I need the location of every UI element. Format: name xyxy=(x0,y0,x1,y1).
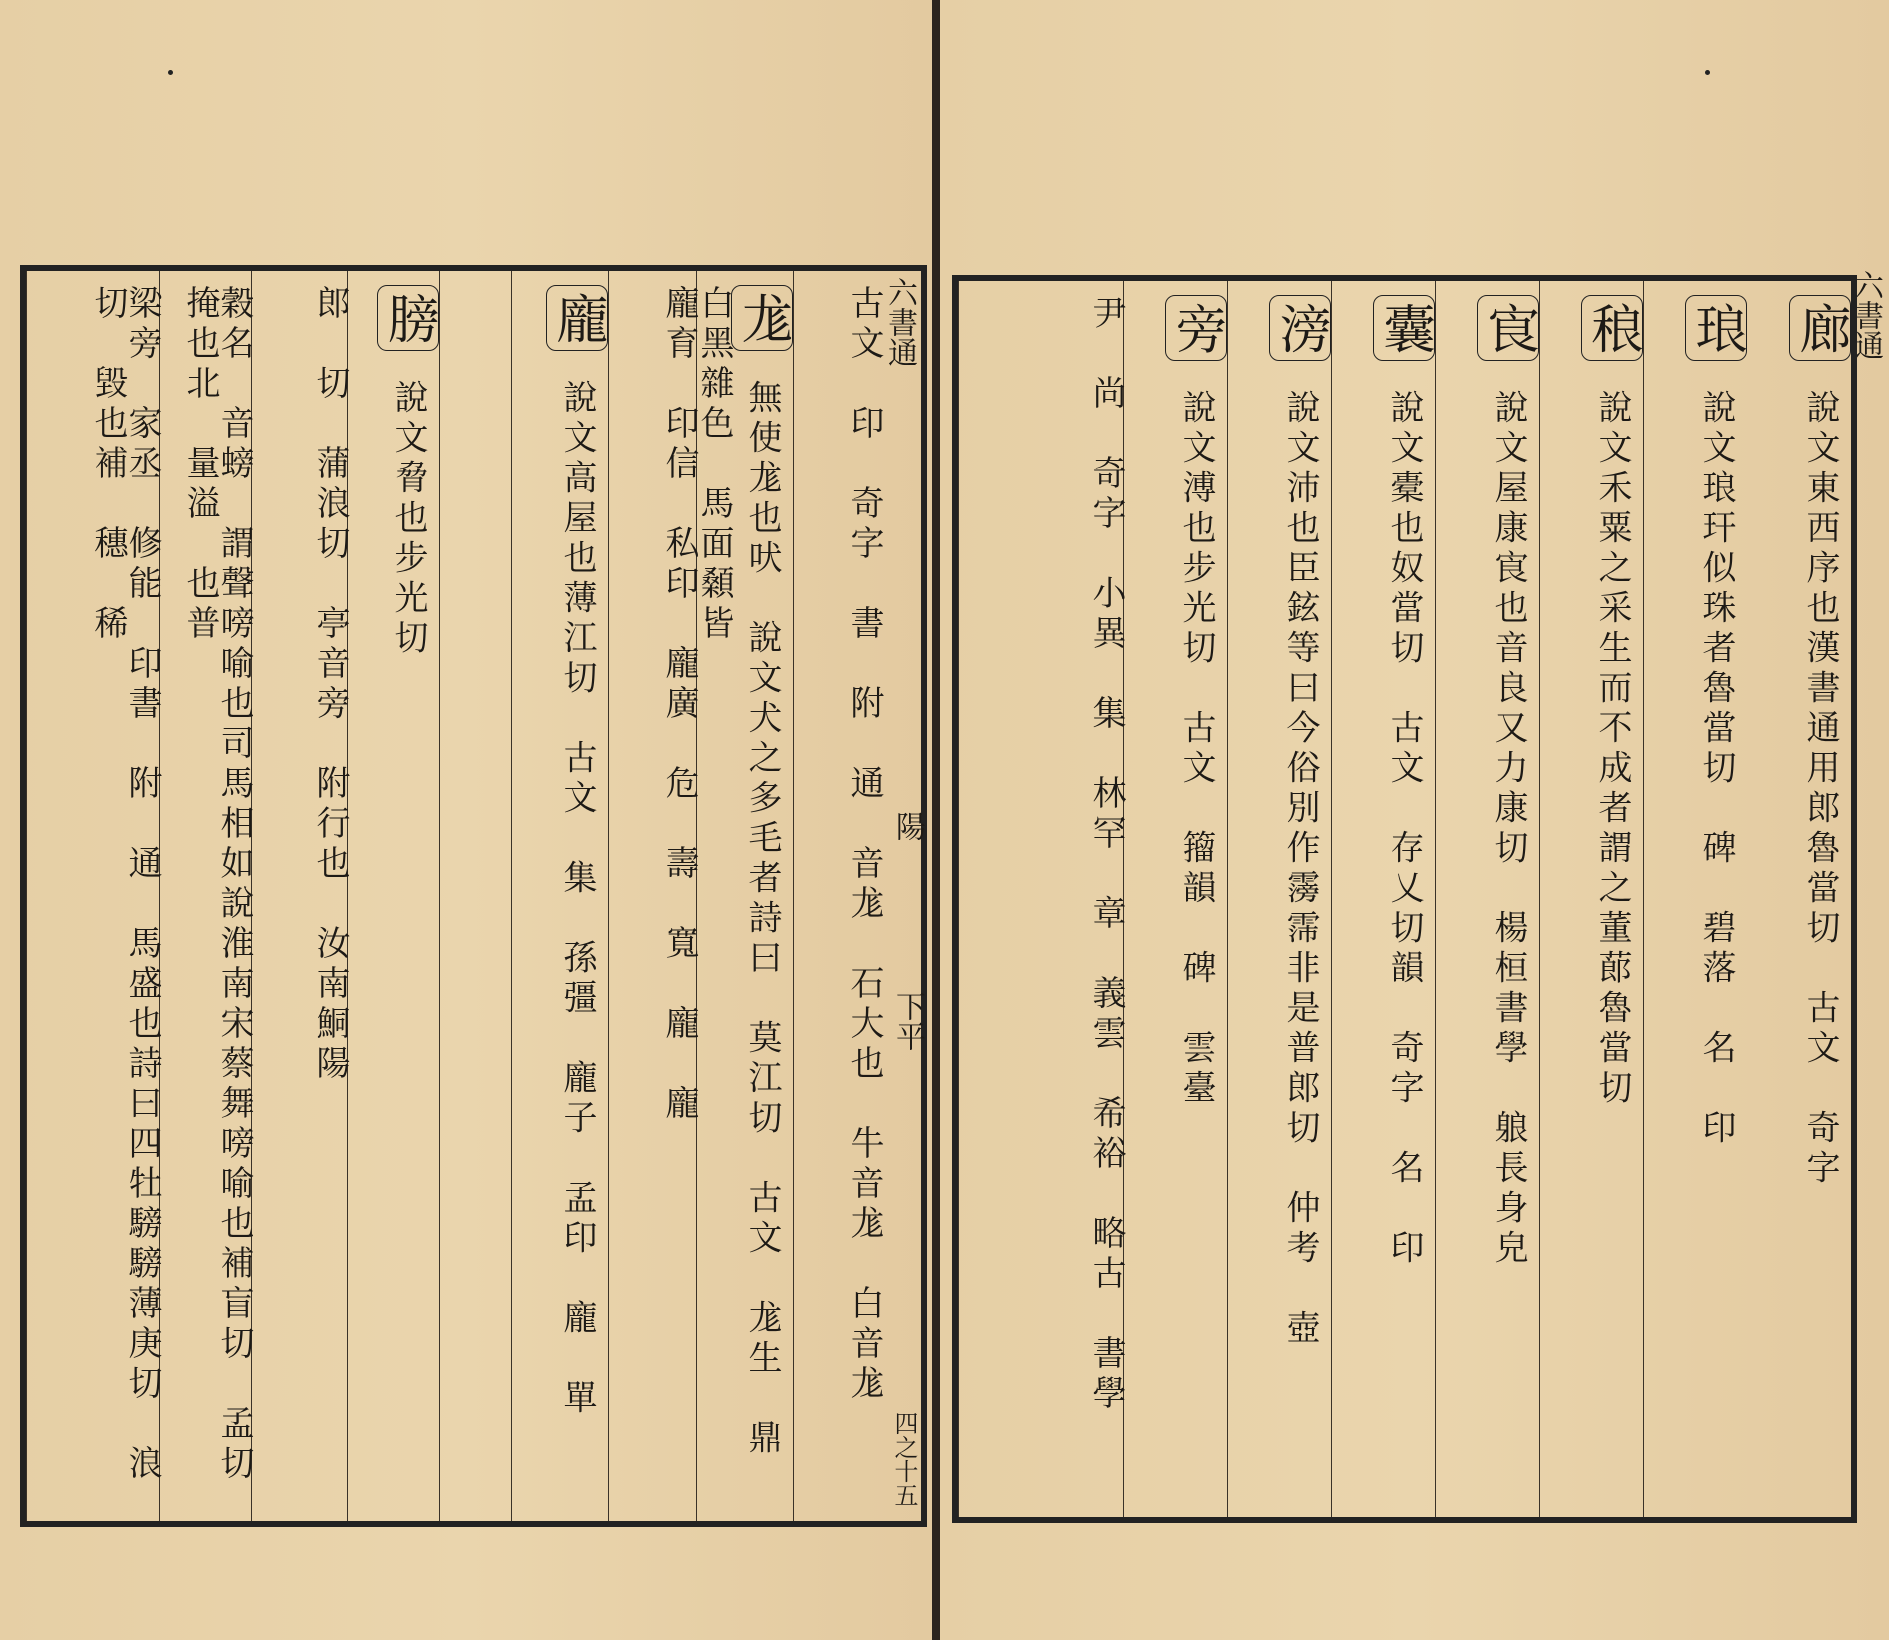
column-text: 說文溥也步光切 古文 籀韻 碑 雲臺 xyxy=(1176,389,1216,1110)
text-column xyxy=(159,271,254,1525)
fold-column xyxy=(881,271,925,1521)
column-text: 龐育 印信 私印 龐廣 危 壽 寬 龐 龐 xyxy=(659,285,699,1125)
left-page xyxy=(0,0,935,1640)
headword: 琅 xyxy=(1685,295,1747,361)
left-page-frame xyxy=(20,265,927,1527)
column-text: 古文 印 奇字 書 附 通 音尨 石大也 牛音尨 白音尨 xyxy=(844,285,884,1405)
text-column xyxy=(1539,281,1643,1517)
text-column xyxy=(1747,281,1851,1517)
column-text: 穀名 音螃 謂聲嗙喻也司馬相如說淮南宋蔡舞嗙喻也補盲切 孟切 掩也北 量溢 也普 xyxy=(180,285,254,1525)
column-text: 郎 切 蒲浪切 亭音旁 附行也 汝南鮦陽 xyxy=(310,285,350,1085)
column-text: 說文琅玕似珠者魯當切 碑 碧落 名 印 xyxy=(1696,389,1736,1150)
column-text: 說文高屋也薄江切 古文 集 孫彊 龐子 孟印 龐 單 xyxy=(557,379,597,1420)
text-column xyxy=(1123,281,1227,1517)
text-column xyxy=(958,281,1126,1517)
text-column xyxy=(439,271,511,1521)
text-column xyxy=(793,271,884,1521)
text-column xyxy=(26,271,162,1521)
headword: 稂 xyxy=(1581,295,1643,361)
column-text: 說文東西序也漢書通用郎魯當切 古文 奇字 xyxy=(1800,389,1840,1190)
text-column xyxy=(696,271,793,1521)
text-column xyxy=(347,271,439,1521)
headword: 㝗 xyxy=(1477,295,1539,361)
ink-dot xyxy=(168,70,173,75)
column-text: 梁旁 家丞 修能 印書 附 通 馬盛也詩曰四牡騯騯薄庚切 浪切 毀也補 穗 稀 xyxy=(88,285,162,1485)
column-text: 尹 尚 奇字 小異 集 林罕 章 義雲 希裕 略古 書學 xyxy=(1086,295,1126,1415)
headword: 尨 xyxy=(731,285,793,351)
column-text: 無使尨也吠 說文犬之多毛者詩曰 莫江切 古文 尨生 鼎 白黑雜色 馬面顙皆 xyxy=(694,285,782,1500)
text-column xyxy=(1227,281,1331,1517)
page-number: 四之十五 xyxy=(890,1411,918,1507)
headword: 囊 xyxy=(1373,295,1435,361)
book-spine xyxy=(932,0,940,1640)
column-text: 說文沛也臣鉉等曰今俗別作霶霈非是普郎切 仲考 壺 xyxy=(1280,389,1320,1350)
headword: 廊 xyxy=(1789,295,1851,361)
column-text: 說文橐也奴當切 古文 存乂切韻 奇字 名 印 xyxy=(1384,389,1424,1270)
text-column xyxy=(511,271,608,1521)
section-tone: 下平 xyxy=(890,991,925,1051)
ink-dot xyxy=(1705,70,1710,75)
section-rhyme: 陽 xyxy=(890,811,925,841)
column-text: 說文屋康㝗也音良又力康切 楊桓書學 躴長身皃 xyxy=(1488,389,1528,1270)
spine-title: 六書通 xyxy=(1848,270,1883,360)
headword: 膀 xyxy=(377,285,439,351)
text-column xyxy=(251,271,350,1521)
headword: 旁 xyxy=(1165,295,1227,361)
right-page-frame xyxy=(952,275,1857,1523)
column-text: 說文禾粟之采生而不成者謂之董蓈魯當切 xyxy=(1592,389,1632,1110)
text-column xyxy=(1643,281,1747,1517)
spine-title: 六書通 xyxy=(882,277,917,367)
text-column xyxy=(608,271,699,1521)
column-text: 說文脅也步光切 xyxy=(388,379,428,660)
text-column xyxy=(1331,281,1435,1517)
headword: 龐 xyxy=(546,285,608,351)
text-column xyxy=(1435,281,1539,1517)
headword: 滂 xyxy=(1269,295,1331,361)
